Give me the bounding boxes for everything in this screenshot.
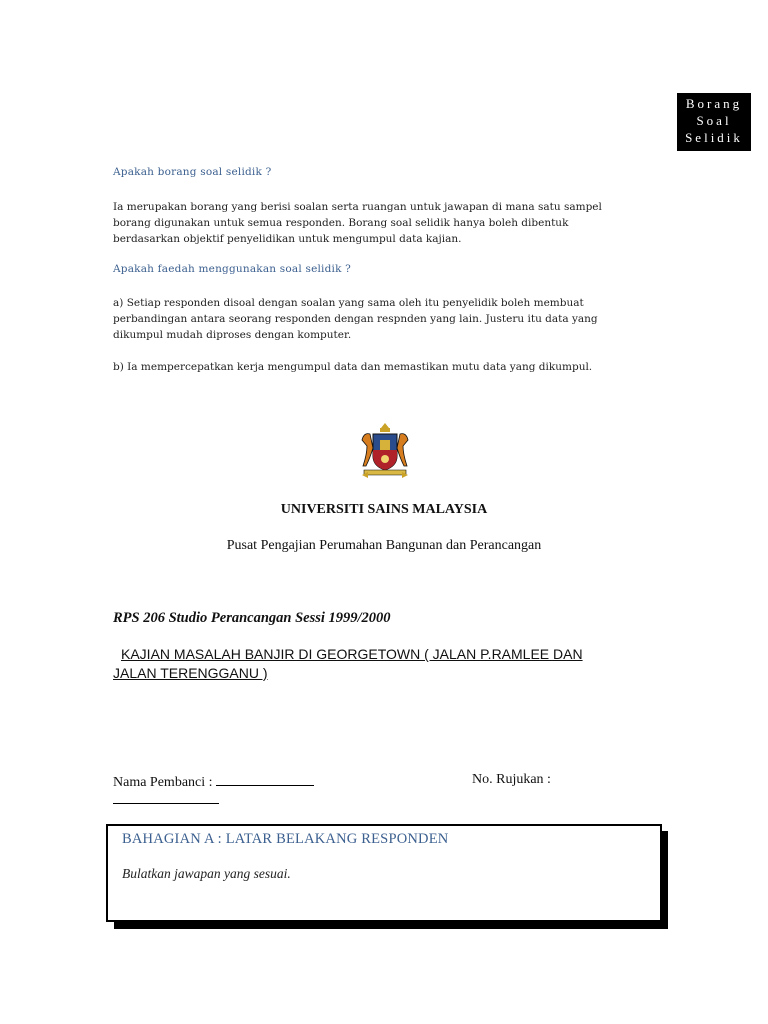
school-name: Pusat Pengajian Perumahan Bangunan dan Perancangan xyxy=(226,538,542,553)
answer-3-line: b) Ia mempercepatkan kerja mengumpul data dan memastikan mutu data yang dikumpul. xyxy=(113,361,593,373)
reference-label: No. Rujukan : xyxy=(472,772,551,787)
tag-line-1: Borang xyxy=(685,96,743,111)
enumerator-label: Nama Pembanci : xyxy=(113,775,213,790)
answer-1-line: Ia merupakan borang yang berisi soalan serta ruangan untuk jawapan di mana satu sampel xyxy=(113,201,602,213)
answer-2-line: a) Setiap responden disoal dengan soalan yang sama oleh itu penyelidik boleh membuat xyxy=(113,297,584,309)
answer-1-line: borang digunakan untuk semua responden. Borang soal selidik hanya boleh dibentuk xyxy=(113,217,569,229)
answer-2 xyxy=(113,295,653,343)
enumerator-field xyxy=(113,772,314,791)
tag-line-2: Soal xyxy=(696,113,732,128)
section-a-heading: BAHAGIAN A : LATAR BELAKANG RESPONDEN xyxy=(122,831,449,847)
study-title-line-1: KAJIAN MASALAH BANJIR DI GEORGETOWN ( JALAN P.RAMLEE DAN xyxy=(121,646,583,662)
section-a-box xyxy=(106,824,662,922)
question-1: Apakah borang soal selidik ? xyxy=(113,166,272,178)
answer-2-line: dikumpul mudah diproses dengan komputer. xyxy=(113,329,352,341)
university-crest-icon xyxy=(358,420,412,480)
reference-blank[interactable] xyxy=(113,803,219,804)
reference-field xyxy=(472,772,551,788)
university-name: UNIVERSITI SAINS MALAYSIA xyxy=(280,502,488,517)
answer-2-line: perbandingan antara seorang responden dengan respnden yang lain. Justeru itu data yang xyxy=(113,313,598,325)
tag-line-3: Selidik xyxy=(685,130,743,145)
answer-1-line: berdasarkan objektif penyelidikan untuk mengumpul data kajian. xyxy=(113,233,462,245)
section-a-instruction: Bulatkan jawapan yang sesuai. xyxy=(122,866,291,881)
answer-1 xyxy=(113,199,653,247)
question-2: Apakah faedah menggunakan soal selidik ? xyxy=(113,263,352,275)
study-title xyxy=(113,645,673,683)
course-title: RPS 206 Studio Perancangan Sessi 1999/2000 xyxy=(113,610,391,626)
document-tag xyxy=(677,93,751,151)
enumerator-blank[interactable] xyxy=(216,772,314,786)
study-title-line-2: JALAN TERENGGANU ) xyxy=(113,665,268,681)
answer-3 xyxy=(113,359,653,375)
